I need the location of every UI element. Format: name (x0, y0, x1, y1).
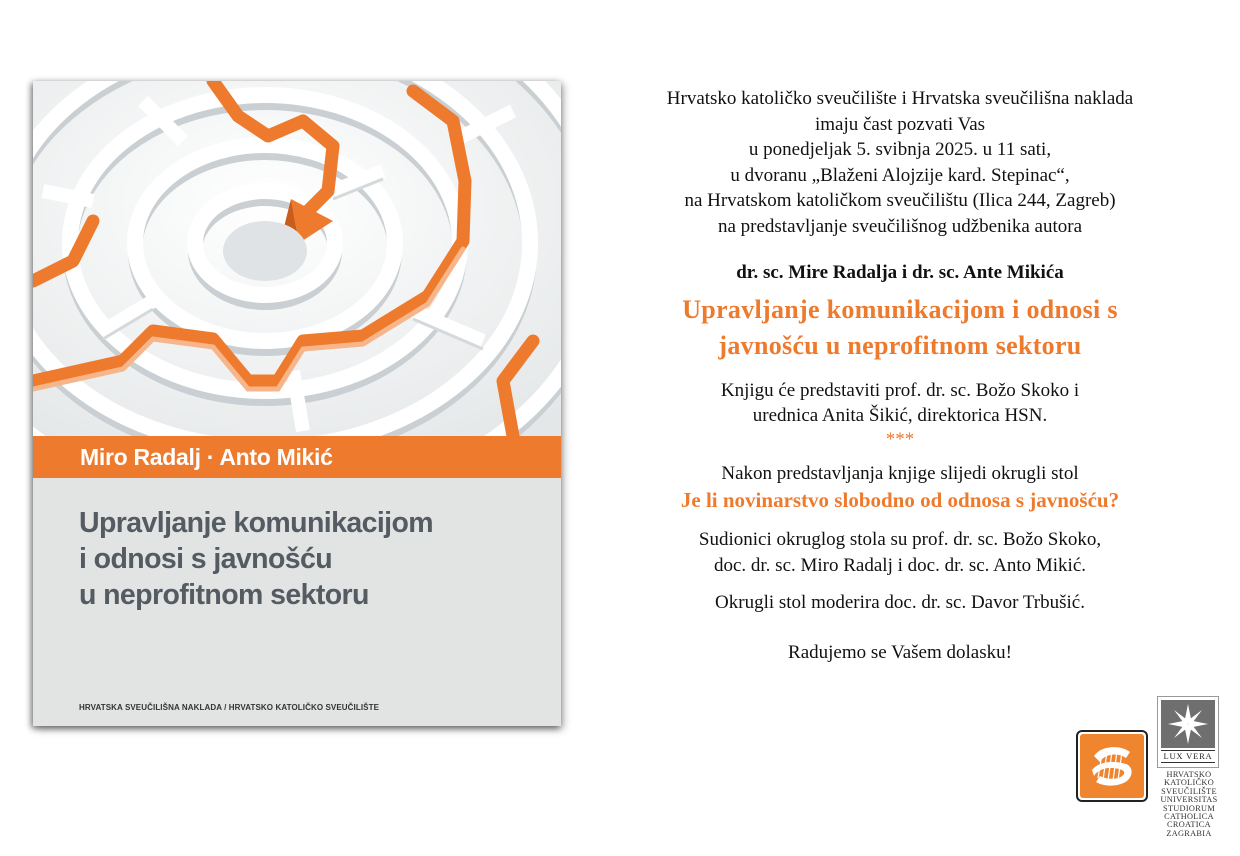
book-title-line: javnošću u neprofitnom sektoru (718, 330, 1082, 360)
hks-logo (1157, 696, 1221, 851)
hks-name (1157, 771, 1221, 838)
cover-title-line: u neprofitnom sektoru (79, 579, 369, 611)
intro-line: Hrvatsko katoličko sveučilište i Hrvatska sveučilišna naklada (666, 88, 1134, 109)
separator: *** (885, 428, 915, 450)
intro-line: na predstavljanje sveučilišnog udžbenika autora (717, 215, 1083, 237)
intro-line: u ponedjeljak 5. svibnja 2025. u 11 sati, (748, 139, 1052, 160)
cover-publisher: HRVATSKA SVEUČILIŠNA NAKLADA / HRVATSKO KATOLIČKO SVEUČILIŠTE (79, 703, 380, 712)
roundtable-title: Je li novinarstvo slobodno od odnosa s javnošću? (680, 488, 1120, 512)
participants-line: Sudionici okruglog stola su prof. dr. sc. Božo Skoko, (698, 529, 1102, 550)
invitation-text (580, 86, 1220, 665)
maze-illustration (33, 81, 561, 436)
cover-authors: Miro Radalj · Anto Mikić (33, 436, 561, 478)
hks-name-line: ZAGRABIA (1166, 828, 1212, 838)
cover-title (79, 505, 549, 613)
hks-emblem (1157, 696, 1219, 768)
closing: Radujemo se Vašem dolasku! (788, 641, 1012, 663)
hks-name-line: SVEUČILIŠTE (1161, 786, 1217, 796)
participants-line: doc. dr. sc. Miro Radalj i doc. dr. sc. Anto Mikić. (713, 554, 1087, 576)
moderator: Okrugli stol moderira doc. dr. sc. Davor Trbušić. (715, 592, 1085, 613)
intro-line: imaju čast pozvati Vas (814, 113, 986, 135)
intro-line: na Hrvatskom katoličkom sveučilištu (Ilica 244, Zagreb) (684, 190, 1116, 211)
cover-title-line: i odnosi s javnošću (79, 543, 333, 575)
hsn-logo-icon (1080, 734, 1144, 798)
hks-motto: LUX VERA (1161, 750, 1215, 763)
star-icon (1161, 700, 1215, 748)
participants (580, 527, 1220, 578)
book-cover (33, 81, 561, 726)
presenters-line: urednica Anita Šikić, direktorica HSN. (752, 405, 1048, 426)
intro-line: u dvoranu „Blaženi Alojzije kard. Stepinac“, (730, 164, 1070, 186)
hks-name-line: HRVATSKO (1166, 770, 1212, 779)
hks-name-line: KATOLIČKO (1163, 778, 1215, 788)
hks-name-line: UNIVERSITAS (1160, 795, 1218, 805)
book-title (580, 292, 1220, 364)
hks-name-line: CROATICA (1167, 820, 1211, 830)
roundtable-intro: Nakon predstavljanja knjige slijedi okrugli stol (721, 462, 1079, 484)
book-authors: dr. sc. Mire Radalja i dr. sc. Ante Mikića (736, 262, 1064, 283)
cover-title-line: Upravljanje komunikacijom (79, 507, 434, 539)
book-title-line: Upravljanje komunikacijom i odnosi s (682, 294, 1118, 324)
intro-block (580, 86, 1220, 239)
hks-name-line: CATHOLICA (1164, 812, 1214, 822)
hks-name-line: STUDIORUM (1162, 803, 1216, 813)
presenters-line: Knjigu će predstaviti prof. dr. sc. Božo Skoko i (720, 379, 1080, 401)
presenters (580, 378, 1220, 429)
hsn-logo (1076, 730, 1148, 802)
